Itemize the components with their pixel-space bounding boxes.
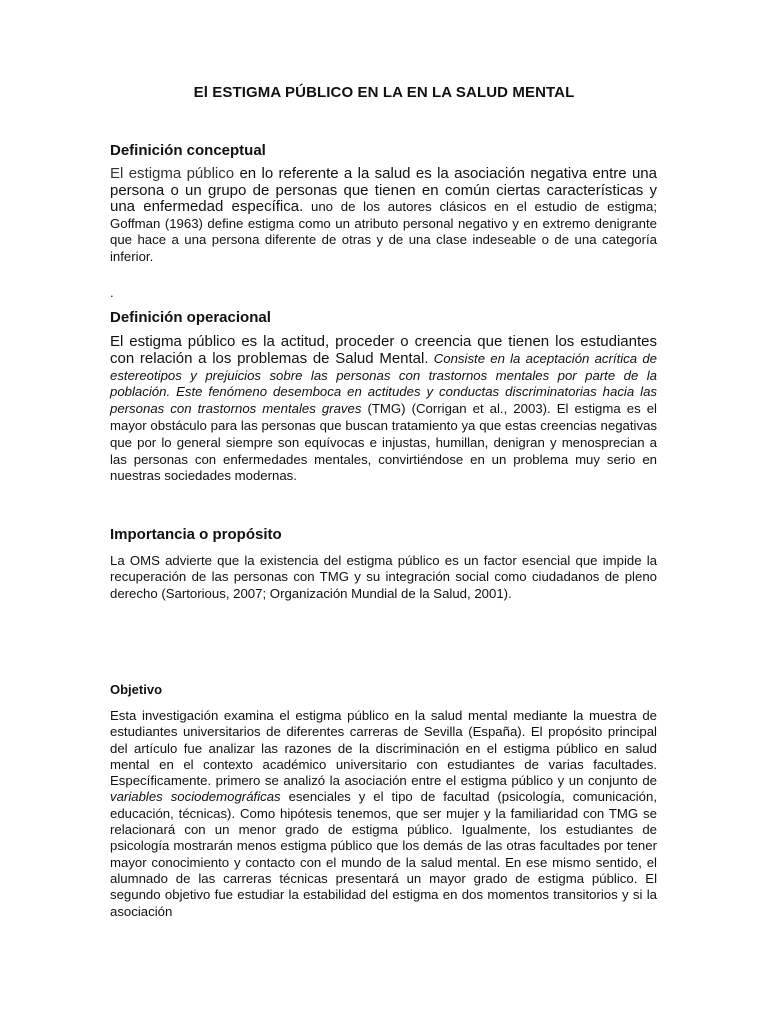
- paragraph-conceptual: [110, 166, 657, 266]
- heading-definicion-operacional: Definición operacional: [110, 309, 271, 326]
- operacional-rest: (TMG) (Corrigan et al., 2003). El estigma es el mayor obstáculo para las personas que buscan tratamiento ya que estas creencias negativas que por lo general siempre son equívocas e injustas, humillan, denigran y menosprecian a las personas con enfermedades mentales, convirtiéndose en un problema muy serio en nuestras sociedades modernas.: [110, 401, 657, 484]
- operacional-italic: Consiste en la aceptación acrítica de estereotipos y prejuicios sobre las personas con trastornos mentales por parte de la población. Este fenómeno desemboca en actitudes y conductas discriminatorias hacia las personas con trastornos mentales graves: [110, 350, 657, 417]
- paragraph-operacional: [110, 334, 657, 485]
- document-title: El ESTIGMA PÚBLICO EN LA EN LA SALUD MENTAL: [193, 84, 575, 101]
- operacional-sentence: El estigma público es la actitud, proceder o creencia que tienen los estudiantes con relación a los problemas de Salud Mental.: [110, 333, 657, 367]
- paragraph-objetivo: [110, 708, 657, 920]
- separator-dot: .: [110, 285, 114, 300]
- term-estigma-publico: El estigma público: [110, 165, 235, 182]
- paragraph-importancia: La OMS advierte que la existencia del estigma público es un factor esencial que impide la recuperación de las personas con TMG y su integración social como ciudadanos de pleno derecho (Sartorious, 2007; Organización Mundial de la Salud, 2001).: [110, 553, 657, 601]
- heading-importancia: Importancia o propósito: [110, 526, 282, 543]
- objetivo-text-a: Esta investigación examina el estigma público en la salud mental mediante la muestra de estudiantes universitarios de diferentes carreras de Sevilla (España). El propósito principal del artículo fue analizar las razones de la discriminación en el estigma público en salud mental en el contexto académico universitario con estudiantes de varias facultades. Específicamente. primero se analizó la asociación entre el estigma público y un conjunto de: [110, 708, 657, 789]
- heading-objetivo: Objetivo: [110, 682, 163, 697]
- objetivo-italic: variables sociodemográficas: [110, 789, 281, 805]
- conceptual-goffman: uno de los autores clásicos en el estudio de estigma; Goffman (1963) define estigma como un atributo personal negativo y en extremo denigrante que hace a una persona diferente de otras y de una clase indeseable o de una categoría inferior.: [110, 199, 657, 264]
- conceptual-sentence: en lo referente a la salud es la asociación negativa entre una persona o un grupo de personas que tienen en común ciertas características y una enfermedad específica.: [110, 165, 657, 216]
- heading-definicion-conceptual: Definición conceptual: [110, 142, 266, 159]
- objetivo-text-b: esenciales y el tipo de facultad (psicología, comunicación, educación, técnicas). Como hipótesis tenemos, que ser mujer y la familiaridad con TMG se relacionará con un menor grado de estigma público. Igualmente, los estudiantes de psicología mostrarán menos estigma público que los demás de las otras facultades por tener mayor conocimiento y contacto con el mundo de la salud mental. En ese mismo sentido, el alumnado de las carreras técnicas presentará un mayor grado de estigma público. El segundo objetivo fue estudiar la estabilidad del estigma en dos momentos transitorios y si la asociación: [110, 789, 658, 919]
